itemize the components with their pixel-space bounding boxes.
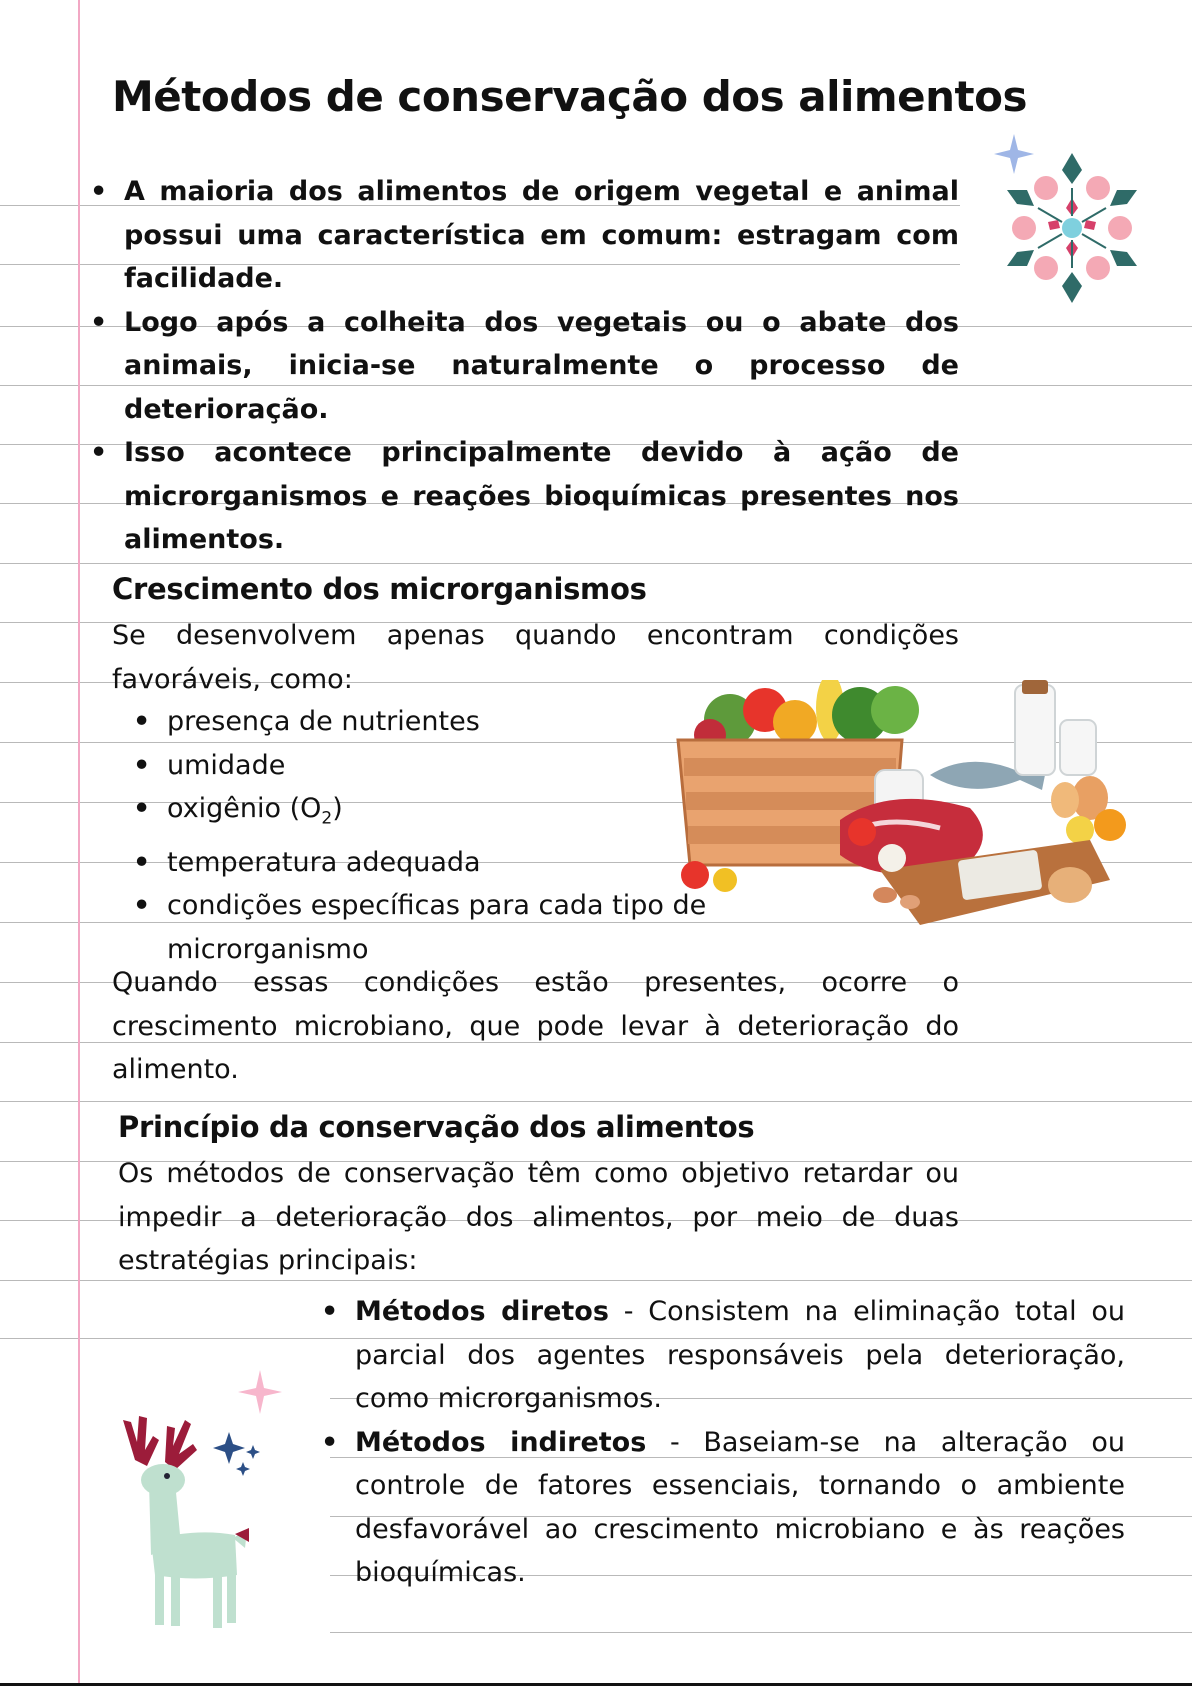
principle-intro-text: Os métodos de conservação têm como objetivo retardar ou impedir a deterioração dos alimentos, por meio de duas estratégias principais:: [118, 1158, 959, 1276]
oxygen-subscript: 2: [321, 808, 333, 829]
rule-line: [0, 563, 1192, 564]
method-label: Métodos diretos: [355, 1296, 609, 1327]
section-heading-principle: Princípio da conservação dos alimentos: [118, 1110, 755, 1144]
deer-icon: [105, 1370, 300, 1635]
sparkle-icon: [213, 1370, 282, 1476]
list-item: • umidade: [167, 744, 807, 788]
margin-line: [78, 0, 80, 1686]
list-item: • A maioria dos alimentos de origem vegetal e animal possui uma característica em comum: estragam com facilidade.: [124, 170, 959, 301]
oxygen-text: oxigênio (O: [167, 793, 322, 824]
list-item: • condições específicas para cada tipo de microrganismo: [167, 884, 787, 971]
method-text: - Baseiam-se na alteração ou controle de fatores essenciais, tornando o ambiente desfavorável ao crescimento microbiano e às reações bioquímicas.: [355, 1426, 1125, 1588]
page-title: Métodos de conservação dos alimentos: [112, 72, 1027, 121]
section-heading-growth: Crescimento dos microrganismos: [112, 572, 647, 606]
list-item-direct-methods: [355, 1290, 1125, 1421]
intro-bullet-list: [124, 170, 959, 562]
food-basket-icon: [670, 680, 1135, 930]
list-item-indirect-methods: [355, 1421, 1125, 1595]
method-label: Métodos indiretos: [355, 1426, 647, 1458]
list-item: • Logo após a colheita dos vegetais ou o abate dos animais, inicia-se naturalmente o processo de deterioração.: [124, 301, 959, 432]
list-item: • temperatura adequada: [167, 841, 807, 885]
growth-intro-text: Se desenvolvem apenas quando encontram condições favoráveis, como:: [112, 620, 959, 695]
list-item: • presença de nutrientes: [167, 700, 807, 744]
rule-line: [330, 1632, 1192, 1633]
list-item: • Isso acontece principalmente devido à ação de microrganismos e reações bioquímicas presentes nos alimentos.: [124, 431, 959, 562]
rule-line: [0, 1101, 1192, 1102]
sparkle-icon: [994, 134, 1034, 174]
oxygen-close: ): [332, 793, 343, 824]
methods-list: [355, 1290, 1125, 1595]
snowflake-icon: [980, 110, 1140, 305]
growth-outro-text: Quando essas condições estão presentes, ocorre o crescimento microbiano, que pode levar à deterioração do alimento.: [112, 967, 959, 1085]
method-text: - Consistem na eliminação total ou parcial dos agentes responsáveis pela deterioração, como microrganismos.: [355, 1296, 1125, 1414]
